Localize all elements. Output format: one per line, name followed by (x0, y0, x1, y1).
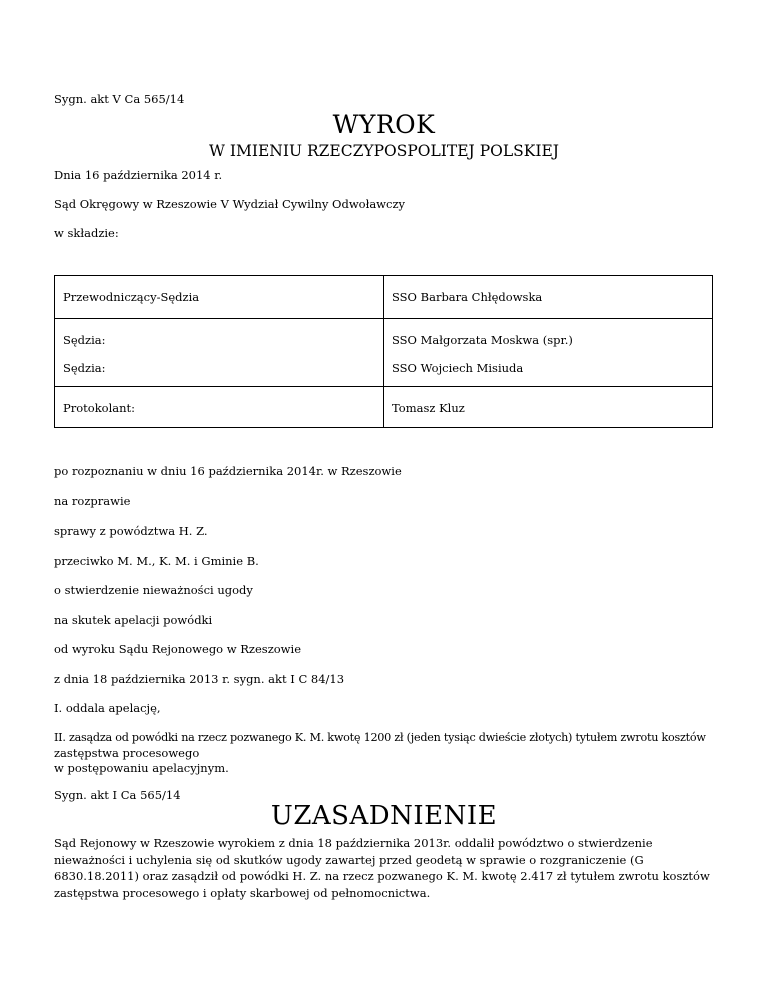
panel-role-judge-2: Sędzia: (63, 361, 106, 375)
judgment-date: Dnia 16 października 2014 r. (54, 168, 223, 182)
justification-paragraph: Sąd Rejonowy w Rzeszowie wyrokiem z dnia 18 października 2013r. oddalił powództwo o stwierdzenie nieważności i uchylenia się od skutków ugody zawartej przed geodetą w sprawie o rozgraniczenie (G 6830.18.2011) oraz zasądził od powódki H. Z. na rzecz pozwanego K. M. kwotę 2.417 zł tytułem zwrotu kosztów zastępstwa procesowego i opłaty skarbowej od pełnomocnictwa. (54, 836, 710, 900)
ruling-point-2-cont: w postępowaniu apelacyjnym. (54, 761, 229, 775)
proceedings-line: po rozpoznaniu w dniu 16 października 2014r. w Rzeszowie (54, 464, 402, 478)
justification-case-reference: Sygn. akt I Ca 565/14 (54, 788, 181, 802)
panel-name-clerk: Tomasz Kluz (392, 401, 465, 415)
ruling-point-2-cont: zastępstwa procesowego (54, 746, 200, 760)
panel-name-judge-1: SSO Małgorzata Moskwa (spr.) (392, 333, 573, 347)
judgment-title: WYROK (332, 110, 436, 139)
proceedings-line: na rozprawie (54, 494, 131, 508)
proceedings-line: od wyroku Sądu Rejonowego w Rzeszowie (54, 642, 301, 656)
panel-role-judge-1: Sędzia: (63, 333, 106, 347)
panel-name-judge-2: SSO Wojciech Misiuda (392, 361, 524, 375)
composition-intro: w składzie: (54, 226, 119, 240)
panel-role-clerk: Protokolant: (63, 401, 136, 415)
ruling-point-1: I. oddala apelację, (54, 701, 161, 715)
panel-role-presiding: Przewodniczący-Sędzia (63, 290, 200, 304)
proceedings-line: na skutek apelacji powódki (54, 613, 213, 627)
case-reference: Sygn. akt V Ca 565/14 (54, 92, 185, 106)
table-column-divider (383, 276, 384, 427)
proceedings-line: przeciwko M. M., K. M. i Gminie B. (54, 554, 259, 568)
proceedings-line: o stwierdzenie nieważności ugody (54, 583, 253, 597)
justification-title: UZASADNIENIE (270, 801, 498, 831)
proceedings-line: sprawy z powództwa H. Z. (54, 524, 208, 538)
panel-name-presiding: SSO Barbara Chłędowska (392, 290, 543, 304)
court-panel-table (54, 275, 713, 428)
table-row-divider (55, 386, 712, 387)
proceedings-line: z dnia 18 października 2013 r. sygn. akt I C 84/13 (54, 672, 345, 686)
table-row-divider (55, 318, 712, 319)
ruling-point-2: II. zasądza od powódki na rzecz pozwanego K. M. kwotę 1200 zł (jeden tysiąc dwieście złotych) tytułem zwrotu kosztów (54, 731, 706, 744)
court-name: Sąd Okręgowy w Rzeszowie V Wydział Cywilny Odwoławczy (54, 197, 406, 211)
judgment-subtitle: W IMIENIU RZECZYPOSPOLITEJ POLSKIEJ (209, 142, 559, 160)
